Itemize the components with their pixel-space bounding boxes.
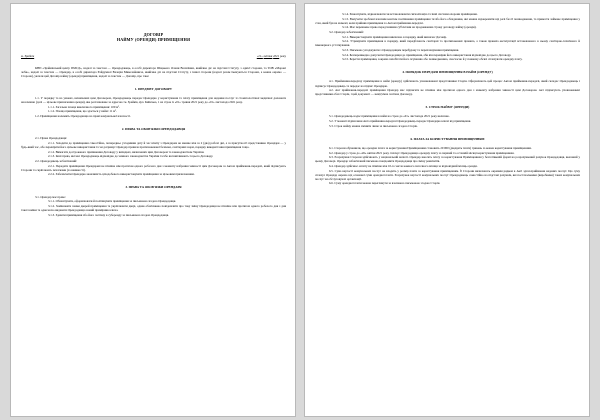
clause-paragraph: 1.1.1. Загальна площа виключного приміщення: 100 м². xyxy=(48,104,120,109)
clause-paragraph: 1.1.2. Площа приміщення, що здається у найм: 11 м². xyxy=(48,109,117,114)
clause-paragraph: 2.2.2. Забезпечити Орендарю можливість цілодобового використовувати приміщення за цільовим призначенням. xyxy=(48,172,195,177)
clause-paragraph: 3.1.6. Має переважне право перед іншими суб'єктами на продовження строку договору найму (оренди). xyxy=(342,25,477,30)
clause-paragraph: 3.1.4. Ремонтувати, відновлювати чи встановлювати сигналізацію та інші системи охорони приміщення. xyxy=(342,12,478,16)
date-suffix: року xyxy=(279,53,286,58)
document-title-line-2: НАЙМУ (ОРЕНДИ) ПРИМІЩЕННЯ xyxy=(116,37,191,43)
clause-paragraph: 6.1. Сторони обумовили, що орендна плата за користування Приміщенням становить 20 000 (двадцять тисяч) гривень за кожен користування приміщенням. xyxy=(329,145,532,150)
clause-paragraph: 2.1.3. Інші права, які має Орендодавець відповідно до чинного законодавства України та/або які випливають із цього Договору. xyxy=(48,154,214,159)
clause-paragraph: 6.6. Суму орендної плати можна переглянути за взаємною письмовою згодою Сторін. xyxy=(329,181,441,186)
clause-paragraph: 2.2.1. Передати приміщення Орендареві не пізніше ніж протягом одного робочого дня з моменту набрання чинності цим Договором за Актом приймання-передачі, який підписують Сторони та скріплюють печатками (за наявності). xyxy=(21,163,286,172)
section-heading: 3. ПРАВА ТА ОБОВ'ЯЗКИ ОРЕНДАРЯ xyxy=(125,185,182,190)
document-page-2 xyxy=(304,3,590,417)
clause-paragraph: 5.1. Орендодавець надає приміщення в найм на строк до «01» листопада 2021 року включно. xyxy=(329,114,450,119)
clause-paragraph: 3.2.3. Письмово узгоджувати з Орендодавцем перебудову та перепланування приміщення. xyxy=(342,47,460,52)
clause-paragraph: 3.2.1. Використовувати приміщення виключно в порядку, який визначає Договір. xyxy=(342,34,447,39)
clause-paragraph: 5.3. Строк найму можна змінити лише за письмовою згодою Сторін. xyxy=(329,123,418,128)
clause-paragraph: 3.2.2. Утримувати приміщення в порядку, який передбачають санітарні та протипожежні правила, а також правила експлуатації встановленого в ньому санітарно-технічного й інженерного устаткування. xyxy=(315,39,580,48)
clause-paragraph: 6.3. Розрахунки Сторони здійснюють у національній валюті. Орендар вносить плату за користування Приміщенням у безготівковій формі на розрахунковий рахунок Орендодавця, вказаний у цьому Договорі. Орендар зобов'язаний письмово повідомити Орендодавця про зміну реквізитів. xyxy=(315,155,580,164)
clause-paragraph: 1.1. У порядку та на умовах, визначених цим Договором, Орендодавець передає Орендарю у користування та плату приміщення для надання послуг зі стоматологічної медичної допомоги населенню (далі — цільове призначення оренди), яке розташоване за адресою: м. Зрайків, вул. Київська, 1 на строк із «01» травня 2021 року до «01» листопада 2021 року. xyxy=(21,96,286,105)
page-2-sections xyxy=(315,12,580,185)
date-year: 2021 xyxy=(273,53,280,58)
section-heading: 2. ПРАВА ТА ОБОВ'ЯЗКИ ОРЕНДОДАВЦЯ xyxy=(121,127,186,132)
page-1-content xyxy=(21,32,286,243)
clause-paragraph: 6.5. Сума вартості комунальних послуг не входить у розмір плати за користування приміщенням. Її Сторони визначають окремим рядком в Акті здачі-приймання наданих послуг. Цю суму сплачує Орендар окремо від основної суми орендної плати. Розрахунок вартості комунальних послуг Орендодавець самостійно на підставі рахунків, які постачальники (виробники) таких комунальних послуг чи обслуговуючі організації. xyxy=(315,168,580,181)
clause-paragraph: 2.1.2. Вимагати дострокового припинення Договору у випадках, визначених цим Договором та законодавством України. xyxy=(48,149,205,154)
clause-paragraph: 3.1.3. Здавати приміщення або його частину в суборенду за письмовою згодою Орендодавця. xyxy=(48,212,169,217)
clause-paragraph: 4.2. Акт приймання-передачі приміщення Орендар має підписати не пізніше ніж протягом одного дня з моменту набрання чинності цим Договором. Акт підписують уповноважені представники обох Сторін, і цей документ — невід'ємна частина Договору. xyxy=(315,88,580,97)
clause-paragraph: 3.2. Орендар зобов'язаний: xyxy=(329,29,364,34)
clause-paragraph: 2.2. Орендодавець зобов'язаний: xyxy=(35,158,77,163)
date-field xyxy=(257,54,286,58)
clause-paragraph: 6.2. Орендар у строк до «26» квітня 2021 року сплачує Орендодавцю орендну плату за перший та останній місяці користування приміщенням. xyxy=(329,150,515,155)
date-day: «21» xyxy=(256,53,263,58)
document-title-line-1: ДОГОВІР xyxy=(143,32,164,37)
section-heading: 6. ПЛАТА ЗА КОРИСТУВАННЯ ПРИМІЩЕННЯМ xyxy=(410,136,485,141)
date-month: квітня xyxy=(263,53,273,58)
clause-paragraph: 3.1.5. Вилучити зроблені власним коштом поліпшення приміщення та/або його обладнання, які можна відокремити від речі без її пошкодження, та привести займане приміщення у стан, який був на момент, коли прийняв приміщення за Актом приймання-передачі. xyxy=(315,16,580,25)
clause-paragraph: 3.2.5. Берегти приміщення, зокрема запобігати його псуванню або пошкодженню, своєчасно й у повному обсязі сплачувати орендну плату. xyxy=(342,57,523,62)
clause-paragraph: 5.2. У момент підписання Акта приймання-передачі Орендодавець передає Орендарю ключі від приміщення. xyxy=(329,119,472,124)
section-heading: 1. ПРЕДМЕТ ДОГОВОРУ xyxy=(134,86,173,91)
preamble-paragraph: КНП «Зрайківський центр ПМСД», надалі за текстом — Орендодавець, в особі директора Шацького Олени Василівни, який/яка діє на підставі Статуту, з однієї сторони, та ТОВ «Мороні лоби», надалі за текстом — Орендар, в особі директора Райдужної Валерія Миколайовича, який/яка діє на підставі Статуту, з іншої сторони (надалі разом іменуються Сторони, а кожна окремо — Сторона), уклали цей Договір найму (оренди) приміщення, надалі за текстом — Договір, про таке: xyxy=(21,65,286,78)
section-heading: 4. ПОРЯДОК ПЕРЕДАЧІ ПРИМІЩЕННЯ В НАЙМ (ОРЕНДУ) xyxy=(402,70,493,75)
document-page-1 xyxy=(10,3,296,417)
document-meta-row xyxy=(21,54,286,58)
document-title xyxy=(21,32,286,43)
clause-paragraph: 3.1. Орендар має право: xyxy=(35,194,66,199)
clause-paragraph: 4.1. Приймання-передачу приміщення в найм (оренду) здійснюють уповноважені представники Сторін. Оформлюють цей процес Актом приймання-передачі, який складає Орендодавець і підписує Орендодавець та передає на підпис Орендарю. xyxy=(315,79,580,88)
page-2-content xyxy=(315,12,580,185)
clause-paragraph: 3.1.1. Облаштувати, оформлювати й поліпшувати приміщення за письмовою згодою Орендодавця. xyxy=(48,199,177,204)
page-1-sections xyxy=(21,87,286,217)
page-1-bottom-spacer xyxy=(21,217,286,243)
clause-paragraph: 2.1.1. Заходити до приміщення самостійно, попередньо узгодивши дату й час візиту з Орендарем не менше ніж за 2 (два) робочі дні, а за присутності представника Орендаря — у будь-який час, або перевіряти його цільове використання та чи дотримує Орендар правила протипожежної безпеки, санітарних норм, порядку використання приміщення тощо. xyxy=(21,141,286,150)
clause-paragraph: 2.1. Права Орендодавця: xyxy=(35,136,67,141)
city-field: м. Зрайків xyxy=(21,53,35,58)
clause-paragraph: 3.1.2. Замінювати замки дверей приміщення та укріплювати двері, однак обов'язково повідомляти про таку зміну Орендодавця не пізніше ніж протягом одного робочого дня з дня такої заміни та одночасно видавати Орендодавцю новий примірник ключа. xyxy=(21,203,286,212)
clause-paragraph: 6.4. Орендар здійснює оплату не пізніше ніж 10-го числа кожного поточного місяця за відповідний місяць оренди. xyxy=(329,163,478,168)
section-heading: 5. СТРОК НАЙМУ (ОРЕНДИ) xyxy=(425,105,470,110)
clause-paragraph: 1.2. Приміщення належить Орендодавцю на праві комунальної власності. xyxy=(35,114,131,119)
clause-paragraph: 3.2.4. Безперешкодно допускати Орендодавця до приміщення, аби він перевіряв його використання відповідно до цього Договору. xyxy=(342,52,512,57)
